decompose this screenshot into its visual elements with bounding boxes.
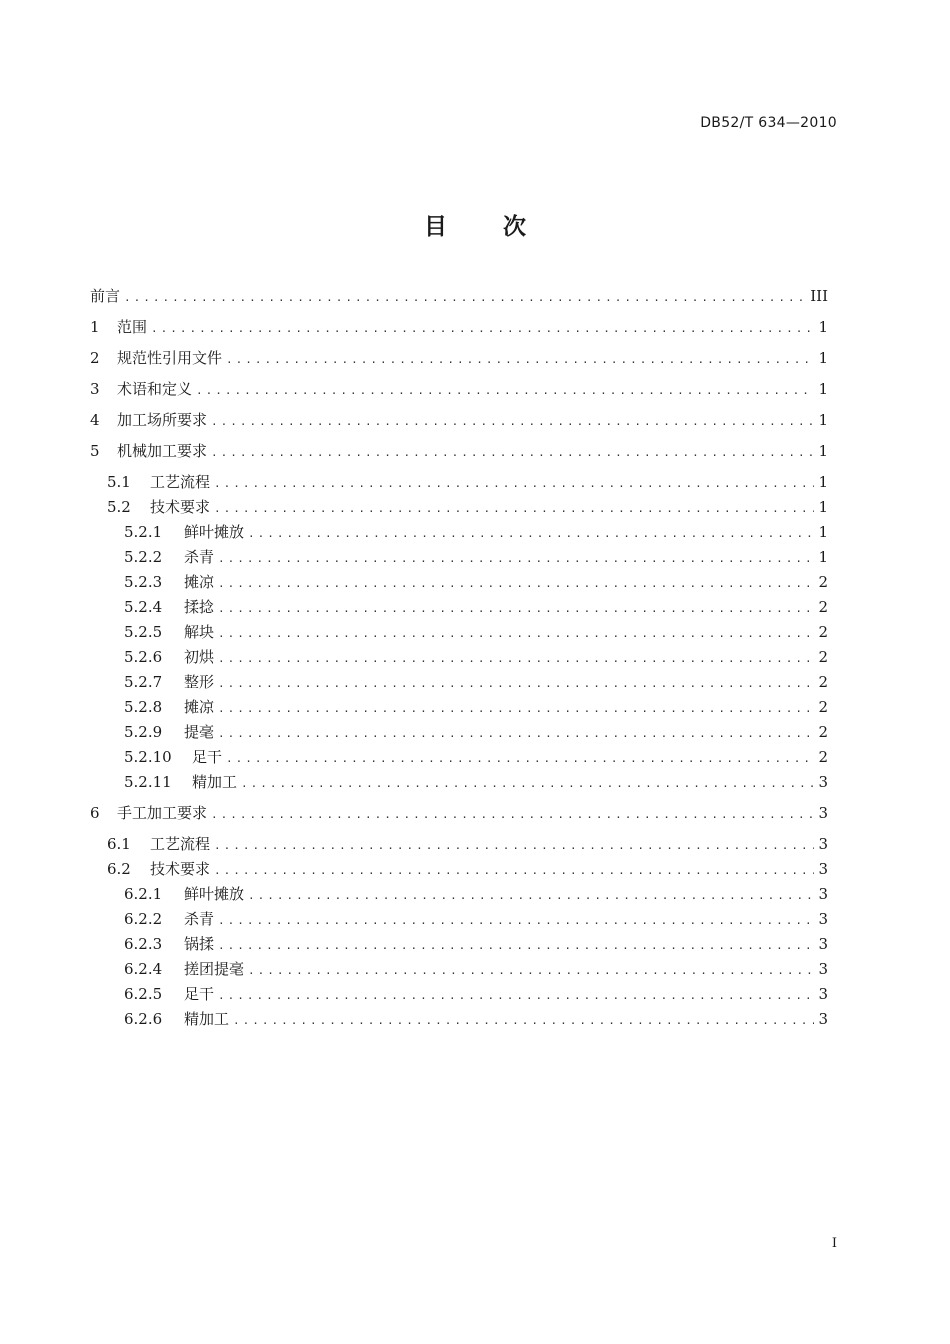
toc-entry-page: 2 — [818, 623, 828, 641]
toc-entry-label: 解块 — [184, 623, 215, 641]
toc-entry[interactable] — [90, 802, 828, 823]
toc-entry-label: 揉捻 — [184, 598, 215, 616]
toc-leader-dots — [226, 353, 814, 366]
toc-entry-label: 足干 — [184, 985, 215, 1003]
toc-entry-label: 技术要求 — [150, 498, 211, 516]
toc-entry[interactable] — [107, 833, 828, 854]
toc-entry-number: 5.2.10 — [124, 748, 172, 766]
toc-entry[interactable] — [90, 409, 828, 430]
toc-entry[interactable] — [124, 621, 828, 642]
toc-entry-page: 2 — [818, 748, 828, 766]
toc-entry-label: 范围 — [117, 318, 148, 336]
toc-entry-number: 6.2 — [107, 860, 131, 878]
toc-entry-number: 6.2.4 — [124, 960, 163, 978]
toc-entry-label: 杀青 — [184, 548, 215, 566]
toc-entry-number: 5.2.3 — [124, 573, 163, 591]
toc-entry[interactable] — [124, 771, 828, 792]
toc-leader-dots — [218, 552, 814, 565]
toc-entry[interactable] — [124, 596, 828, 617]
toc-entry-page: 3 — [818, 910, 828, 928]
toc-entry-page: 1 — [818, 473, 828, 491]
toc-leader-dots — [214, 839, 814, 852]
toc-entry[interactable] — [90, 378, 828, 399]
toc-entry-page: 1 — [818, 442, 828, 460]
toc-entry-number: 6.2.1 — [124, 885, 163, 903]
toc-entry-page: 2 — [818, 598, 828, 616]
toc-entry-number: 5.2.1 — [124, 523, 163, 541]
toc-entry-label: 前言 — [90, 287, 121, 305]
toc-entry-page: 2 — [818, 723, 828, 741]
toc-entry-page: 1 — [818, 380, 828, 398]
toc-entry-label: 足干 — [192, 748, 223, 766]
toc-entry-page: 3 — [818, 935, 828, 953]
toc-leader-dots — [211, 446, 814, 459]
toc-leader-dots — [248, 964, 814, 977]
toc-entry-label: 提毫 — [184, 723, 215, 741]
toc-entry-label: 技术要求 — [150, 860, 211, 878]
toc-leader-dots — [211, 808, 814, 821]
toc-entry-number: 6.2.3 — [124, 935, 163, 953]
toc-entry-page: 1 — [818, 318, 828, 336]
toc-leader-dots — [248, 889, 814, 902]
toc-entry[interactable] — [124, 546, 828, 567]
toc-entry-label: 规范性引用文件 — [117, 349, 223, 367]
toc-leader-dots — [218, 652, 814, 665]
toc-leader-dots — [218, 602, 814, 615]
toc-entry-number: 5.2.5 — [124, 623, 163, 641]
toc-entry-number: 5.2 — [107, 498, 131, 516]
toc-entry-label: 手工加工要求 — [117, 804, 208, 822]
toc-leader-dots — [211, 415, 814, 428]
toc-entry[interactable] — [124, 696, 828, 717]
toc-entry[interactable] — [124, 883, 828, 904]
toc-leader-dots — [233, 1014, 814, 1027]
toc-entry[interactable] — [124, 933, 828, 954]
toc-entry-page: 3 — [818, 985, 828, 1003]
toc-leader-dots — [218, 989, 814, 1002]
toc-entry[interactable] — [107, 496, 828, 517]
toc-entry-number: 5.2.7 — [124, 673, 163, 691]
toc-entry-number: 5.2.4 — [124, 598, 163, 616]
toc-entry-page: 3 — [818, 885, 828, 903]
toc-leader-dots — [218, 939, 814, 952]
toc-entry-label: 加工场所要求 — [117, 411, 208, 429]
toc-entry-label: 机械加工要求 — [117, 442, 208, 460]
toc-entry-number: 4 — [90, 411, 100, 429]
toc-leader-dots — [214, 502, 814, 515]
toc-entry-page: 2 — [818, 698, 828, 716]
toc-entry-label: 鲜叶摊放 — [184, 885, 245, 903]
toc-entry[interactable] — [124, 1008, 828, 1029]
toc-entry[interactable] — [107, 858, 828, 879]
toc-entry[interactable] — [90, 285, 828, 306]
toc-entry[interactable] — [124, 571, 828, 592]
toc-entry-page: 2 — [818, 648, 828, 666]
toc-entry-label: 工艺流程 — [150, 835, 211, 853]
toc-entry[interactable] — [124, 521, 828, 542]
toc-entry-page: 1 — [818, 523, 828, 541]
toc-entry-page: 1 — [818, 349, 828, 367]
toc-leader-dots — [124, 291, 806, 304]
toc-entry-label: 锅揉 — [184, 935, 215, 953]
toc-leader-dots — [196, 384, 814, 397]
toc-leader-dots — [214, 477, 814, 490]
page-number: I — [831, 1236, 837, 1251]
toc-entry-label: 整形 — [184, 673, 215, 691]
toc-entry[interactable] — [107, 471, 828, 492]
toc-entry-number: 5.2.2 — [124, 548, 163, 566]
title-char-left: 目 — [424, 214, 447, 240]
toc-entry-page: 3 — [818, 960, 828, 978]
toc-entry-page: 3 — [818, 835, 828, 853]
toc-entry-label: 初烘 — [184, 648, 215, 666]
toc-entry-page: 2 — [818, 573, 828, 591]
toc-entry[interactable] — [124, 958, 828, 979]
toc-entry-label: 搓团提毫 — [184, 960, 245, 978]
document-code: DB52/T 634—2010 — [700, 115, 837, 131]
toc-entry-number: 5.1 — [107, 473, 131, 491]
toc-entry-label: 摊凉 — [184, 573, 215, 591]
toc-entry-page: 1 — [818, 498, 828, 516]
toc-entry-label: 精加工 — [192, 773, 238, 791]
toc-entry-number: 6.2.6 — [124, 1010, 163, 1028]
toc-entry-label: 工艺流程 — [150, 473, 211, 491]
toc-leader-dots — [218, 627, 814, 640]
toc-entry[interactable] — [90, 440, 828, 461]
toc-leader-dots — [218, 914, 814, 927]
toc-entry-page: 3 — [818, 860, 828, 878]
toc-entry-number: 6.1 — [107, 835, 131, 853]
toc-leader-dots — [218, 702, 814, 715]
toc-leader-dots — [214, 864, 814, 877]
toc-entry-label: 杀青 — [184, 910, 215, 928]
toc-entry-page: 3 — [818, 804, 828, 822]
toc-leader-dots — [218, 727, 814, 740]
toc-entry-number: 5.2.6 — [124, 648, 163, 666]
toc-leader-dots — [248, 527, 814, 540]
toc-entry-number: 5.2.8 — [124, 698, 163, 716]
toc-entry-page: 1 — [818, 548, 828, 566]
toc-entry[interactable] — [124, 646, 828, 667]
toc-entry-number: 3 — [90, 380, 100, 398]
toc-entry-number: 5.2.11 — [124, 773, 172, 791]
toc-leader-dots — [218, 677, 814, 690]
toc-entry-page: 2 — [818, 673, 828, 691]
toc-leader-dots — [226, 752, 814, 765]
toc-entry[interactable] — [124, 671, 828, 692]
toc-entry-page: 1 — [818, 411, 828, 429]
toc-entry[interactable] — [124, 746, 828, 767]
toc-entry-number: 2 — [90, 349, 100, 367]
toc-entry-number: 6.2.2 — [124, 910, 163, 928]
toc-entry[interactable] — [124, 983, 828, 1004]
toc-entry-label: 术语和定义 — [117, 380, 193, 398]
toc-entry[interactable] — [124, 908, 828, 929]
toc-entry-label: 精加工 — [184, 1010, 230, 1028]
toc-entry-number: 1 — [90, 318, 100, 336]
title-char-right: 次 — [503, 214, 526, 240]
toc-entry-number: 5.2.9 — [124, 723, 163, 741]
toc-entry-page: 3 — [818, 773, 828, 791]
toc-leader-dots — [241, 777, 814, 790]
toc-entry-page: III — [810, 287, 828, 305]
toc-leader-dots — [218, 577, 814, 590]
toc-entry-label: 鲜叶摊放 — [184, 523, 245, 541]
toc-title — [0, 208, 950, 241]
toc-entry[interactable] — [90, 347, 828, 368]
toc-leader-dots — [151, 322, 814, 335]
toc-entry-number: 6.2.5 — [124, 985, 163, 1003]
toc-entry-number: 5 — [90, 442, 100, 460]
toc-entry-label: 摊凉 — [184, 698, 215, 716]
toc-entry-number: 6 — [90, 804, 100, 822]
toc-entry-page: 3 — [818, 1010, 828, 1028]
toc-entry[interactable] — [90, 316, 828, 337]
toc-entry[interactable] — [124, 721, 828, 742]
